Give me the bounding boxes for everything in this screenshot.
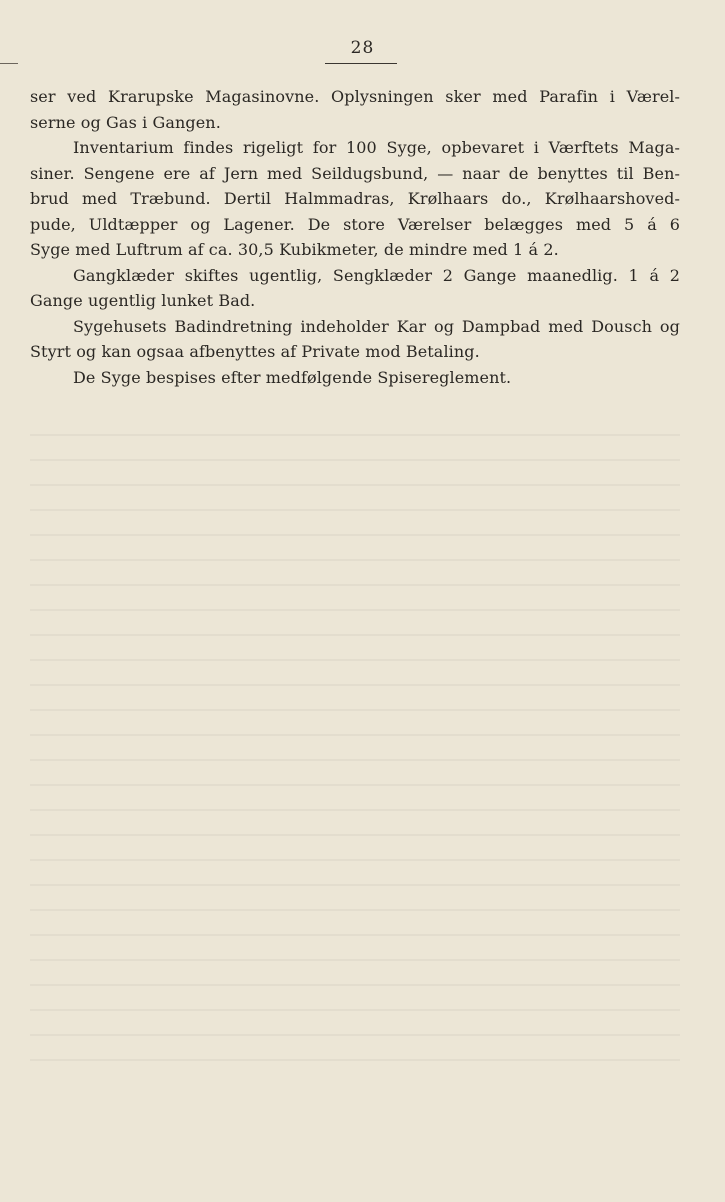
page-number: 28 xyxy=(350,38,375,58)
text-line: Syge med Luftrum af ca. 30,5 Kubikmeter, de mindre med 1 á 2. xyxy=(30,240,559,259)
text-line: Styrt og kan ogsaa afbenyttes af Private mod Betaling. xyxy=(30,342,480,361)
show-through-text xyxy=(30,420,680,1080)
text-line: siner. Sengene ere af Jern med Seildugsbund, — naar de benyttes til Ben- xyxy=(30,163,680,183)
text-line: Sygehusets Badindretning indeholder Kar og Dampbad med Dousch og xyxy=(73,316,680,336)
text-line: brud med Træbund. Dertil Halmmadras, Krølhaars do., Krølhaarshoved- xyxy=(30,189,680,208)
text-line: ser ved Krarupske Magasinovne. Oplysningen sker med Parafin i Værel- xyxy=(30,87,680,106)
text-line: serne og Gas i Gangen. xyxy=(30,112,221,132)
text-line: Gangklæder skiftes ugentlig, Sengklæder 2 Gange maanedlig. 1 á 2 xyxy=(73,265,680,285)
text-line: De Syge bespises efter medfølgende Spisereglement. xyxy=(73,367,512,387)
text-line: Gange ugentlig lunket Bad. xyxy=(30,291,256,310)
page-number-rule xyxy=(325,63,397,64)
text-line: Inventarium findes rigeligt for 100 Syge, opbevaret i Værftets Maga- xyxy=(73,138,680,157)
body-text xyxy=(30,84,680,390)
margin-tick xyxy=(0,63,18,64)
text-line: pude, Uldtæpper og Lagener. De store Værelser belægges med 5 á 6 xyxy=(30,214,680,234)
